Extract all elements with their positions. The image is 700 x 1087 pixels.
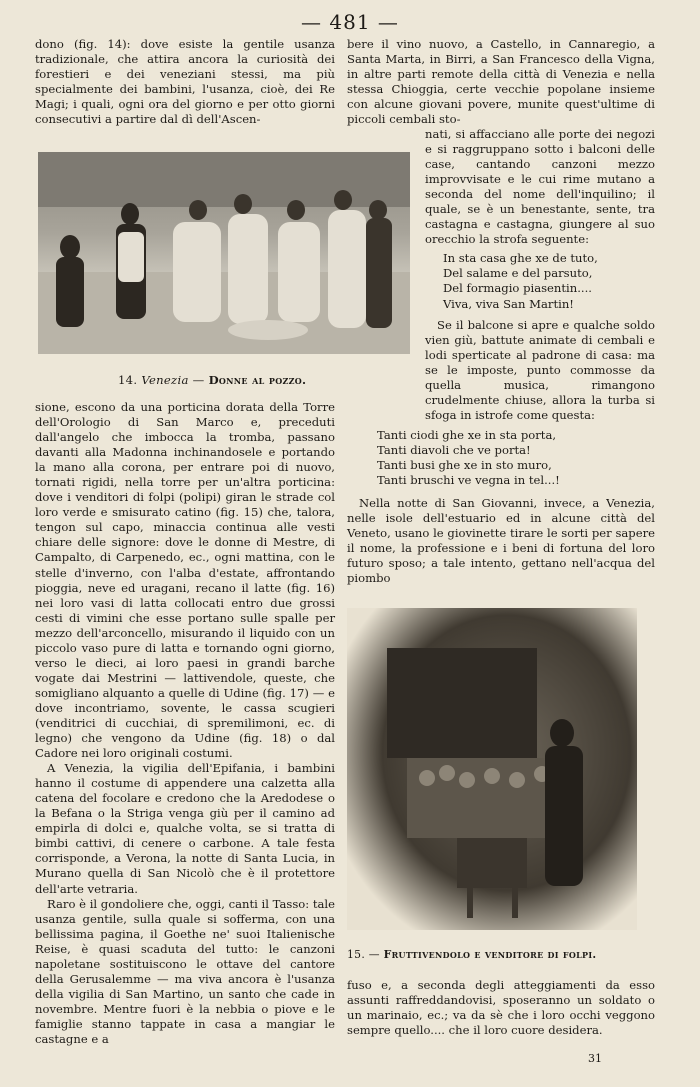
right-column-bottom [347, 978, 655, 1038]
right-column-top [347, 37, 655, 127]
figure-15-caption [347, 948, 596, 961]
caption-title: Donne al pozzo. [208, 373, 307, 387]
poem-line: Tanti diavoli che ve porta! [377, 443, 531, 458]
poem-stanza-2 [377, 428, 655, 488]
poem-line: Tanti bruschi ve vegna in tel...! [377, 473, 560, 488]
paragraph: fuso e, a seconda degli atteggiamenti da esso assunti raffreddandovisi, sposeranno un soldato o un marinaio, ec.; va da sè che i loro occhi veggono sempre quello.... che il loro cuore desidera. [347, 978, 655, 1038]
caption-number: 14. [118, 373, 138, 387]
poem-line: Del formagio piasentin.... [443, 281, 592, 296]
figure-14-photo [38, 152, 410, 354]
fruit-vendor-illustration [347, 608, 637, 930]
paragraph: nati, si affacciano alle porte dei negozi e si raggruppano sotto i balconi delle case, cantando canzoni mezzo improvvisate e le cui rime mutano a seconda del nome dell'inquilino; il quale, se è un benestante, sente, tra castagna e castagna, giungere al suo orecchio la strofa seguente: [425, 127, 655, 247]
poem-line: In sta casa ghe xe de tuto, [443, 251, 598, 266]
poem-line: Tanti busi ghe xe in sto muro, [377, 458, 552, 473]
left-column-main [35, 400, 335, 1047]
poem-stanza-1 [443, 251, 655, 311]
figure-15-photo [347, 608, 637, 930]
left-column-top [35, 37, 335, 127]
figure-14-caption [118, 373, 306, 387]
right-column-flow [347, 424, 655, 586]
paragraph: Nella notte di San Giovanni, invece, a Venezia, nelle isole dell'estuario ed in alcune città del Veneto, usano le giovinette tirare le sorti per sapere il nome, la professione e i beni di fortuna del loro futuro sposo; a tale intento, gettano nell'acqua del piombo [347, 496, 655, 586]
caption-number: 15. — [347, 948, 380, 961]
folio-number: 31 [588, 1052, 602, 1065]
paragraph: Raro è il gondoliere che, oggi, canti il Tasso: tale usanza gentile, sulla quale si sofferma, con una bellissima pagina, il Goethe ne' suoi Italienische Reise, è quasi scaduta del tutto: le canzoni napoletane sostituiscono le ottave del cantore della Gerusalemme — ma viva ancora è l'usanza della vigilia di San Martino, un santo che cade in novembre. Mentre fuori è la nebbia o piove e le famiglie stanno tappate in casa a mangiar le castagne e a [35, 896, 335, 1046]
poem-line: Del salame e del parsuto, [443, 266, 593, 281]
paragraph: sione, escono da una porticina dorata della Torre dell'Orologio di San Marco e, preceduti dall'angelo che imbocca la tromba, passano davanti alla Madonna inchinandosele e portando la mano alla corona, per entrare poi di nuovo, tornati rigidi, nella torre per un'altra porticina: dove i venditori di folpi (polipi) giran le strade col loro verde e smisurato catino (fig. 15) che, talora, tengon sul capo, minaccia continua alle vesti chiare delle signore: dove le donne di Mestre, di Campalto, di Carpenedo, ec., ogni mattina, con le stelle d'inverno, con l'alba d'estate, affrontando pioggia, neve ed uragani, recano il latte (fig. 16) nei loro vasi di latta collocati entro due grossi cesti di vimini che esse portano sulle spalle per mezzo dell'arconcello, misurando il liquido con un piccolo vaso pure di latta e tornando ogni giorno, verso le dieci, ai loro paesi in grandi barche vogate dai Mestrini — lattivendole, queste, che somigliano alquanto a quelle di Udine (fig. 17) — e dove incontriamo, sovente, le cassa scugieri (venditrici di cucchiai, di spremilimoni, ec. di legno) che vengono da Udine (fig. 18) o dal Cadore nei loro originali costumi. [35, 400, 335, 761]
page-number: — 481 — [301, 10, 399, 34]
poem-line: Viva, viva San Martin! [443, 296, 574, 311]
paragraph: dono (fig. 14): dove esiste la gentile usanza tradizionale, che attira ancora la curiosità dei forestieri e dei veneziani stessi, ma più specialmente dei bambini, l'usanza, cioè, dei Re Magi; i quali, ogni ora del giorno e per otto giorni consecutivi a partire dal dì dell'Ascen- [35, 37, 335, 127]
caption-title: Fruttivendolo e venditore di folpi. [383, 948, 597, 961]
women-at-well-illustration [38, 152, 410, 354]
paragraph: Se il balcone si apre e qualche soldo vien giù, battute animate di cembali e lodi sperticate al padrone di casa: ma se le imposte, punto commosse da quella musica, rimangono crudelmente chiuse, allora la turba si sfoga in istrofe come questa: [425, 317, 655, 422]
paragraph: bere il vino nuovo, a Castello, in Cannaregio, a Santa Marta, in Birri, a San Francesco della Vigna, in altre parti remote della città di Venezia e nella stessa Chioggia, certe vecchie popolane insieme con alcune giovani povere, munite quest'ultime di piccoli cembali sto- [347, 37, 655, 127]
right-column-beside-figure [425, 127, 655, 423]
paragraph: A Venezia, la vigilia dell'Epifania, i bambini hanno il costume di appendere una calzetta alla catena del focolare e credono che la Aredodese o la Befana o la Striga venga giù per il camino ad empirla di dolci e, qualche volta, se si tratta di bimbi cattivi, di cenere o carbone. A tale festa corrisponde, a Verona, la notte di Santa Lucia, in Murano quella di San Nicolò che è il protettore dell'arte vetraria. [35, 761, 335, 896]
caption-place: Venezia [141, 373, 189, 387]
caption-dash: — [192, 373, 209, 387]
poem-line: Tanti ciodi ghe xe in sta porta, [377, 428, 557, 442]
